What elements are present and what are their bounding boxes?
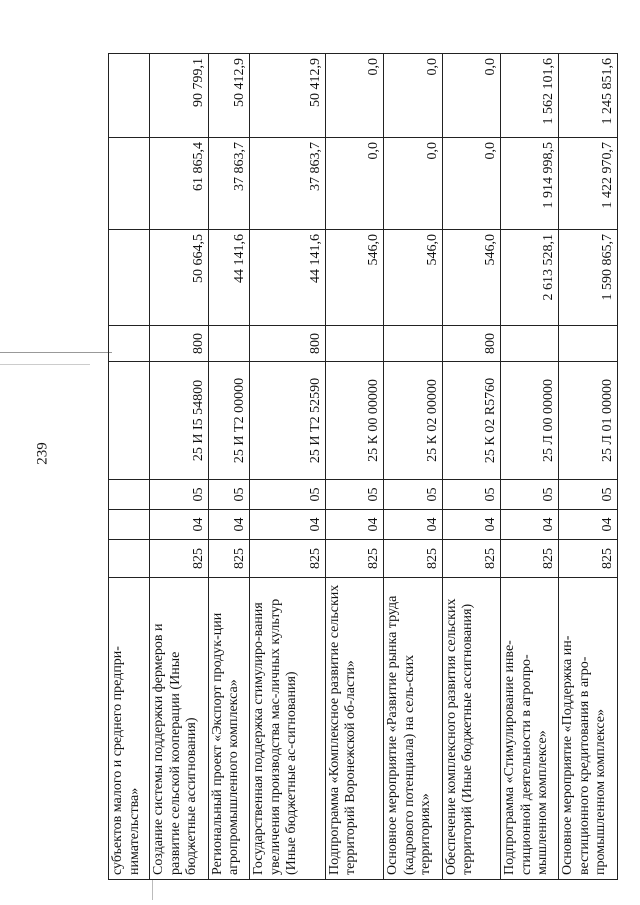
cell-section: 04	[150, 510, 208, 540]
cell-name: Основное мероприятие «Развитие рынка труда (кадрового потенциала) на сель-ских территориях»	[384, 578, 442, 880]
cell-target-article	[109, 362, 150, 480]
table-row	[109, 54, 150, 880]
cell-target-article: 25 И Т2 00000	[208, 362, 249, 480]
cell-amount-year2: 0,0	[442, 138, 500, 230]
cell-subsection: 05	[559, 480, 618, 510]
cell-name: субъектов малого и среднего предпри-нимательства»	[109, 578, 150, 880]
cell-subsection: 05	[250, 480, 326, 510]
table-row	[325, 54, 383, 880]
cell-section: 04	[208, 510, 249, 540]
cell-section: 04	[442, 510, 500, 540]
cell-amount-year2: 37 863,7	[250, 138, 326, 230]
cell-target-article: 25 И Т2 52590	[250, 362, 326, 480]
cell-ministry: 825	[559, 540, 618, 578]
cell-subsection: 05	[208, 480, 249, 510]
cell-subsection: 05	[150, 480, 208, 510]
table-row	[208, 54, 249, 880]
cell-amount-year3	[109, 54, 150, 138]
cell-subsection: 05	[384, 480, 442, 510]
cell-amount-year2: 61 865,4	[150, 138, 208, 230]
cell-expense-type: 800	[442, 326, 500, 362]
cell-ministry: 825	[501, 540, 559, 578]
table-row	[384, 54, 442, 880]
cell-amount-year1: 44 141,6	[250, 230, 326, 326]
cell-expense-type	[384, 326, 442, 362]
cell-section: 04	[559, 510, 618, 540]
cell-name: Подпрограмма «Комплексное развитие сельских территорий Воронежской об-ласти»	[325, 578, 383, 880]
cell-amount-year3: 90 799,1	[150, 54, 208, 138]
cell-target-article: 25 Л 01 00000	[559, 362, 618, 480]
budget-table	[108, 53, 618, 880]
cell-subsection	[109, 480, 150, 510]
cell-amount-year3: 0,0	[442, 54, 500, 138]
cell-amount-year1: 44 141,6	[208, 230, 249, 326]
cell-name: Региональный проект «Экспорт продук-ции агропромышленного комплекса»	[208, 578, 249, 880]
cell-amount-year1: 1 590 865,7	[559, 230, 618, 326]
cell-section: 04	[325, 510, 383, 540]
cell-amount-year3: 0,0	[384, 54, 442, 138]
cell-amount-year1: 546,0	[442, 230, 500, 326]
cell-expense-type	[109, 326, 150, 362]
cell-section: 04	[250, 510, 326, 540]
cell-name: Основное мероприятие «Поддержка ин-вестиционного кредитования в агро-промышленном комплексе»	[559, 578, 618, 880]
cell-amount-year2: 37 863,7	[208, 138, 249, 230]
cell-target-article: 25 К 02 R5760	[442, 362, 500, 480]
cell-amount-year3: 0,0	[325, 54, 383, 138]
cell-amount-year1: 546,0	[325, 230, 383, 326]
cell-expense-type	[325, 326, 383, 362]
cell-amount-year2: 1 914 998,5	[501, 138, 559, 230]
cell-target-article: 25 Л 00 00000	[501, 362, 559, 480]
cell-expense-type: 800	[150, 326, 208, 362]
cell-target-article: 25 К 02 00000	[384, 362, 442, 480]
table-row	[150, 54, 208, 880]
cell-ministry: 825	[208, 540, 249, 578]
cell-section: 04	[501, 510, 559, 540]
cell-name: Подпрограмма «Стимулирование инве-стиционной деятельности в агропро-мышленном комплексе»	[501, 578, 559, 880]
cell-target-article: 25 К 00 00000	[325, 362, 383, 480]
cell-expense-type	[559, 326, 618, 362]
cell-name: Обеспечение комплексного развития сельских территорий (Иные бюджетные ассигнования)	[442, 578, 500, 880]
table-row	[559, 54, 618, 880]
table-row	[442, 54, 500, 880]
cell-ministry: 825	[250, 540, 326, 578]
cell-amount-year2: 0,0	[384, 138, 442, 230]
cell-amount-year1: 2 613 528,1	[501, 230, 559, 326]
table-row	[250, 54, 326, 880]
cell-amount-year3: 50 412,9	[208, 54, 249, 138]
cell-amount-year2: 0,0	[325, 138, 383, 230]
cell-expense-type	[208, 326, 249, 362]
cell-subsection: 05	[501, 480, 559, 510]
cell-amount-year2	[109, 138, 150, 230]
cell-amount-year1: 50 664,5	[150, 230, 208, 326]
page-number: 239	[34, 442, 51, 465]
cell-ministry: 825	[150, 540, 208, 578]
cell-expense-type	[501, 326, 559, 362]
cell-expense-type: 800	[250, 326, 326, 362]
cell-amount-year2: 1 422 970,7	[559, 138, 618, 230]
table-row	[501, 54, 559, 880]
cell-section: 04	[384, 510, 442, 540]
budget-table-container	[108, 54, 618, 880]
cell-ministry	[109, 540, 150, 578]
cell-ministry: 825	[384, 540, 442, 578]
cell-amount-year1	[109, 230, 150, 326]
cell-name: Создание системы поддержки фермеров и развитие сельской кооперации (Иные бюджетные ассигнования)	[150, 578, 208, 880]
budget-table-body	[109, 54, 618, 880]
cell-amount-year3: 50 412,9	[250, 54, 326, 138]
cell-ministry: 825	[442, 540, 500, 578]
cell-amount-year3: 1 562 101,6	[501, 54, 559, 138]
cell-subsection: 05	[442, 480, 500, 510]
cell-section	[109, 510, 150, 540]
cell-name: Государственная поддержка стимулиро-вания увеличения производства мас-личных культур (Иные бюджетные ас-сигнования)	[250, 578, 326, 880]
cell-ministry: 825	[325, 540, 383, 578]
scan-artifact-line	[0, 352, 112, 353]
cell-target-article: 25 И I5 54800	[150, 362, 208, 480]
cell-amount-year1: 546,0	[384, 230, 442, 326]
cell-amount-year3: 1 245 851,6	[559, 54, 618, 138]
scan-artifact-tick	[152, 880, 153, 900]
cell-subsection: 05	[325, 480, 383, 510]
scan-artifact-line	[0, 364, 90, 365]
